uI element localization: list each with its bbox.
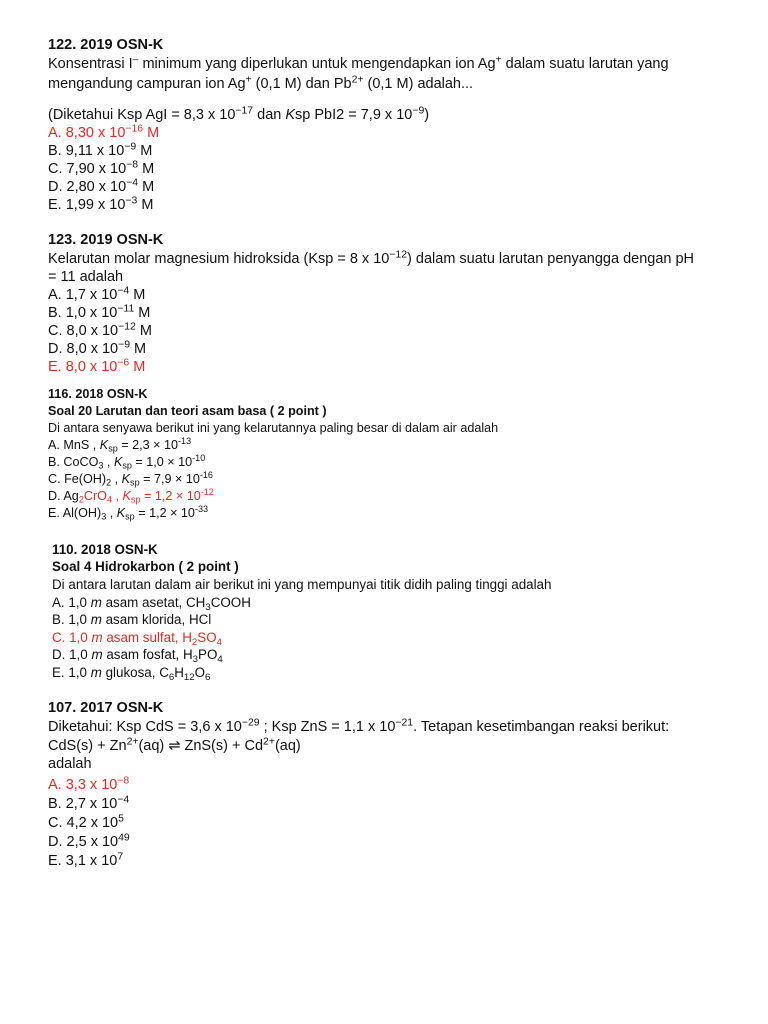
reaction-equation: $CdS(s) + Zn^{2+}(aq)$ ⇌ $ZnS(s) + Cd^{2+}(aq)$ bbox=[48, 736, 301, 754]
option-e: E. 1,0 m glukosa, $C_6H_{12}O_6$ bbox=[52, 665, 211, 683]
option-a: A. 1,7 x $10^{-4}$ M bbox=[48, 285, 146, 303]
option-e: E. 3,1 x $10^7$ bbox=[48, 851, 124, 869]
option-c: C. $Fe(OH)_2$ , $K_{sp} = 7,9 \times 10^{-16}$ bbox=[48, 470, 213, 488]
option-a: A. MnS , $K_{sp} = 2,3 \times 10^{-13}$ bbox=[48, 436, 192, 454]
option-b: B. 9,11 x $10^{-9}$ M bbox=[48, 141, 153, 159]
option-d-answer: D. $Ag_2CrO_4$ , $K_{sp} = 1,2 \times 10^{-12}$ bbox=[48, 487, 214, 505]
question-heading: 110. 2018 OSN-K bbox=[52, 542, 158, 557]
question-stem-line-2: mengandung campuran ion Ag+ (0,1 M) dan $Pb^{2+}$ (0,1 M) adalah... bbox=[48, 74, 474, 92]
question-heading: 122. 2019 OSN-K bbox=[48, 37, 164, 53]
question-stem-line-1: Diketahui: Ksp CdS = 3,6 x $10^{-29}$ ; Ksp ZnS = 1,1 x $10^{-21}$. Tetapan kesetimbangan reaksi berikut: bbox=[48, 717, 670, 735]
option-a-answer: A. 3,3 x $10^{-8}$ bbox=[48, 775, 130, 793]
option-a-answer: A. 8,30 x $10^{-16}$ M bbox=[48, 123, 160, 141]
option-d: D. 2,5 x $10^{49}$ bbox=[48, 832, 130, 850]
question-subheading: Soal 20 Larutan dan teori asam basa ( 2 point ) bbox=[48, 404, 327, 418]
option-a: A. 1,0 m asam asetat, $CH_3COOH$ bbox=[52, 595, 251, 613]
option-e: E. 1,99 x $10^{-3}$ M bbox=[48, 195, 154, 213]
option-d: D. 2,80 x $10^{-4}$ M bbox=[48, 177, 155, 195]
option-e-answer: E. 8,0 x $10^{-6}$ M bbox=[48, 357, 146, 375]
option-c: C. 4,2 x $10^5$ bbox=[48, 813, 124, 831]
question-stem-line-2: = 11 adalah bbox=[48, 269, 124, 285]
question-subheading: Soal 4 Hidrokarbon ( 2 point ) bbox=[52, 559, 239, 574]
question-heading: 107. 2017 OSN-K bbox=[48, 700, 164, 716]
option-d-red-part: $_2$CrO$_4$ , $K_{sp} = 1,2 \times 10^{-12}$ bbox=[78, 487, 214, 505]
question-stem: Di antara larutan dalam air berikut ini yang mempunyai titik didih paling tinggi adalah bbox=[52, 577, 552, 592]
option-c-answer: C. 1,0 m asam sulfat, $H_2SO_4$ bbox=[52, 630, 222, 648]
option-c: C. 7,90 x $10^{-8}$ M bbox=[48, 159, 155, 177]
option-b: B. 1,0 m asam klorida, HCl bbox=[52, 612, 212, 627]
question-stem-line-1: Konsentrasi I– minimum yang diperlukan untuk mengendapkan ion Ag+ dalam suatu larutan yang bbox=[48, 54, 669, 72]
option-e: E. $Al(OH)_3$ , $K_{sp} = 1,2 \times 10^{-33}$ bbox=[48, 504, 209, 522]
question-heading: 116. 2018 OSN-K bbox=[48, 387, 148, 401]
option-d: D. 8,0 x $10^{-9}$ M bbox=[48, 339, 147, 357]
option-b: B. CoCO$_3$ , $K_{sp} = 1,0 \times 10^{-10}$ bbox=[48, 453, 206, 471]
option-c: C. 8,0 x $10^{-12}$ M bbox=[48, 321, 152, 339]
question-heading: 123. 2019 OSN-K bbox=[48, 232, 164, 248]
option-d: D. 1,0 m asam fosfat, $H_3PO_4$ bbox=[52, 647, 223, 665]
question-stem-line-3: adalah bbox=[48, 756, 92, 772]
option-b: B. 2,7 x $10^{-4}$ bbox=[48, 794, 130, 812]
given-constants: (Diketahui Ksp AgI = 8,3 x $10^{-17}$ dan Ksp PbI2 = 7,9 x $10^{-9}$) bbox=[48, 105, 430, 123]
question-stem-line-1: Kelarutan molar magnesium hidroksida (Ksp = 8 x $10^{-12}$) dalam suatu larutan penyangga dengan pH bbox=[48, 249, 695, 267]
question-stem: Di antara senyawa berikut ini yang kelarutannya paling besar di dalam air adalah bbox=[48, 421, 499, 435]
option-b: B. 1,0 x $10^{-11}$ M bbox=[48, 303, 151, 321]
